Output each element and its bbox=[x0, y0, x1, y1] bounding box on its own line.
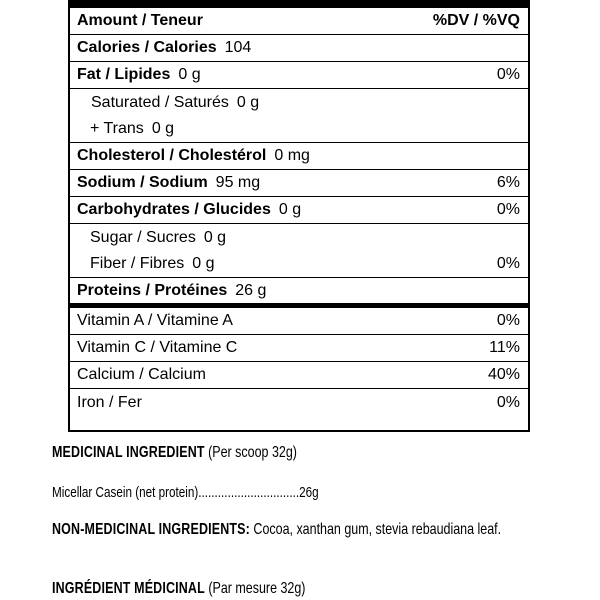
fiber-row bbox=[70, 251, 528, 278]
calcium-label: Calcium / Calcium bbox=[77, 366, 206, 383]
sugar-value: 0 g bbox=[203, 228, 227, 246]
sugar-row bbox=[70, 224, 528, 251]
top-bar bbox=[70, 0, 528, 8]
saturated-label: Saturated / Saturés bbox=[91, 93, 229, 111]
french-medicinal-note: (Par mesure 32g) bbox=[208, 580, 306, 597]
fiber-label: Fiber / Fibres bbox=[90, 255, 185, 272]
french-medicinal-line bbox=[52, 580, 377, 598]
carbohydrates-value: 0 g bbox=[278, 201, 302, 218]
fat-dv: 0% bbox=[496, 66, 520, 83]
calories-label: Calories / Calories bbox=[77, 39, 217, 56]
micellar-casein-text: Micellar Casein (net protein)...............................26g bbox=[52, 484, 319, 501]
fat-value: 0 g bbox=[178, 66, 201, 83]
cholesterol-label: Cholesterol / Cholestérol bbox=[77, 147, 267, 164]
french-medicinal-title: INGRÉDIENT MÉDICINAL bbox=[52, 580, 205, 597]
non-medicinal-line bbox=[52, 521, 600, 539]
medicinal-ingredient-line bbox=[52, 444, 366, 462]
vitamin-a-label: Vitamin A / Vitamine A bbox=[77, 312, 233, 329]
iron-label: Iron / Fer bbox=[77, 393, 142, 411]
carbohydrates-row bbox=[70, 197, 528, 224]
cholesterol-value: 0 mg bbox=[274, 147, 310, 164]
calcium-row bbox=[70, 362, 528, 389]
iron-row bbox=[70, 389, 528, 416]
sodium-dv: 6% bbox=[496, 174, 520, 191]
sodium-row bbox=[70, 170, 528, 197]
micellar-casein-line bbox=[52, 484, 394, 501]
header-row bbox=[70, 8, 528, 35]
trans-row bbox=[70, 116, 528, 143]
fat-row bbox=[70, 62, 528, 89]
vitamin-a-row bbox=[70, 308, 528, 335]
calories-value: 104 bbox=[224, 39, 252, 56]
proteins-value: 26 g bbox=[235, 281, 267, 299]
vitamin-c-dv: 11% bbox=[489, 339, 520, 356]
calories-row bbox=[70, 35, 528, 62]
proteins-row bbox=[70, 278, 528, 308]
medicinal-ingredient-note: (Per scoop 32g) bbox=[208, 444, 297, 461]
amount-header: Amount / Teneur bbox=[77, 12, 203, 29]
sugar-label: Sugar / Sucres bbox=[90, 228, 196, 246]
fat-label: Fat / Lipides bbox=[77, 66, 171, 83]
cholesterol-row bbox=[70, 143, 528, 170]
nutrition-facts-panel bbox=[68, 0, 530, 432]
saturated-value: 0 g bbox=[236, 93, 260, 111]
sodium-label: Sodium / Sodium bbox=[77, 174, 208, 191]
vitamin-c-row bbox=[70, 335, 528, 362]
trans-label: + Trans bbox=[90, 120, 144, 137]
non-medicinal-text: Cocoa, xanthan gum, stevia rebaudiana leaf. bbox=[253, 521, 502, 538]
saturated-row bbox=[70, 89, 528, 116]
carbohydrates-dv: 0% bbox=[496, 201, 520, 218]
carbohydrates-label: Carbohydrates / Glucides bbox=[77, 201, 271, 218]
iron-dv: 0% bbox=[496, 393, 520, 411]
calcium-dv: 40% bbox=[487, 366, 520, 383]
fiber-dv: 0% bbox=[496, 255, 520, 272]
non-medicinal-title: NON-MEDICINAL INGREDIENTS: bbox=[52, 521, 250, 538]
fiber-value: 0 g bbox=[192, 255, 215, 272]
trans-value: 0 g bbox=[151, 120, 175, 137]
medicinal-ingredient-title: MEDICINAL INGREDIENT bbox=[52, 444, 205, 461]
proteins-label: Proteins / Protéines bbox=[77, 281, 228, 299]
dv-header: %DV / %VQ bbox=[432, 12, 520, 29]
sodium-value: 95 mg bbox=[215, 174, 261, 191]
vitamin-c-label: Vitamin C / Vitamine C bbox=[77, 339, 238, 356]
vitamin-a-dv: 0% bbox=[496, 312, 520, 329]
